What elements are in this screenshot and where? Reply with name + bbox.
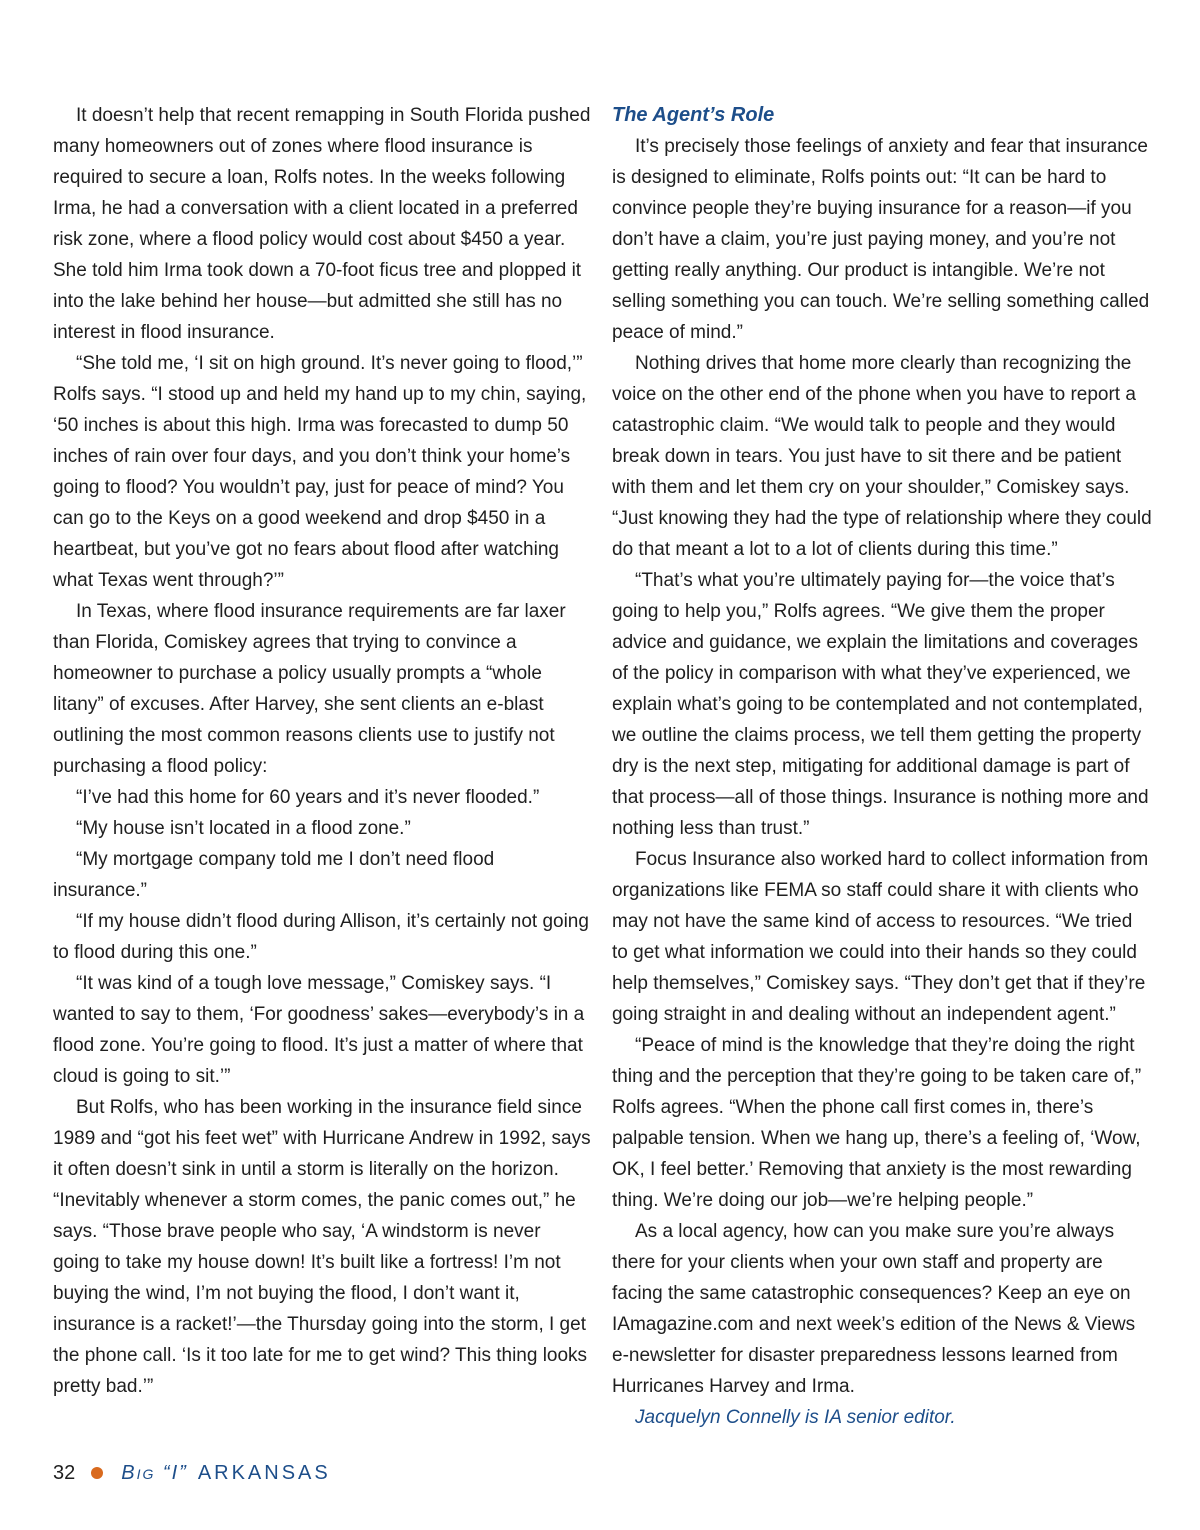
body-paragraph: “Peace of mind is the knowledge that they’re doing the right thing and the perception that they’re going to be taken care of,” Rolfs agrees. “When the phone call first comes in, there’s palpable tension. When we hang up, there’s a feeling of, ‘Wow, OK, I feel better.’ Removing that anxiety is the most rewarding thing. We’re doing our job—we’re helping people.”	[612, 1035, 1142, 1211]
magazine-state: ARKANSAS	[197, 1461, 331, 1484]
quote-excuse: “My house isn’t located in a flood zone.”	[76, 818, 411, 839]
page-footer	[53, 1458, 331, 1488]
body-paragraph: “She told me, ‘I sit on high ground. It’s never going to flood,’” Rolfs says. “I stood up and held my hand up to my chin, saying, ‘50 inches is about this high. Irma was forecasted to dump 50 inches of rain over four days, and you don’t think your home’s going to flood? You wouldn’t pay, just for peace of mind? You can go to the Keys on a good weekend and drop $450 in a heartbeat, but you’ve got no fears about flood after watching what Texas went through?’”	[53, 353, 587, 591]
body-paragraph: But Rolfs, who has been working in the insurance field since 1989 and “got his feet wet” with Hurricane Andrew in 1992, says it often doesn’t sink in until a storm is literally on the horizon. “Inevitably whenever a storm comes, the panic comes out,” he says. “Those brave people who say, ‘A windstorm is never going to take my house down! It’s built like a fortress! I’m not buying the wind, I’m not buying the flood, I don’t want it, insurance is a racket!’—the Thursday going into the storm, I get the phone call. ‘Is it too late for me to get wind? This thing looks pretty bad.’”	[53, 1097, 591, 1397]
body-paragraph: As a local agency, how can you make sure you’re always there for your clients when your own staff and property are facing the same catastrophic consequences? Keep an eye on IAmagazine.com and next week’s edition of the News & Views e-newsletter for disaster preparedness lessons learned from Hurricanes Harvey and Irma.	[612, 1221, 1136, 1397]
quote-excuse: “If my house didn’t flood during Allison, it’s certainly not going to flood during this one.”	[53, 911, 589, 963]
right-column	[612, 100, 1152, 1433]
section-heading: The Agent’s Role	[612, 104, 775, 126]
magazine-prefix: Big “I”	[121, 1461, 188, 1484]
body-paragraph: It’s precisely those feelings of anxiety and fear that insurance is designed to eliminate, Rolfs points out: “It can be hard to convince people they’re buying insurance for a reason—if you don’t have a claim, you’re just paying money, and you’re not getting really anything. Our product is intangible. We’re not selling something you can touch. We’re selling something called peace of mind.”	[612, 136, 1150, 343]
quote-excuse: “I’ve had this home for 60 years and it’s never flooded.”	[76, 787, 540, 808]
left-column	[53, 100, 591, 1402]
body-paragraph: In Texas, where flood insurance requirements are far laxer than Florida, Comiskey agrees that trying to convince a homeowner to purchase a policy usually prompts a “whole litany” of excuses. After Harvey, she sent clients an e-blast outlining the most common reasons clients use to justify not purchasing a flood policy:	[53, 601, 566, 777]
body-paragraph: “It was kind of a tough love message,” Comiskey says. “I wanted to say to them, ‘For goodness’ sakes—everybody’s in a flood zone. You’re going to flood. It’s just a matter of where that cloud is going to sit.’”	[53, 973, 585, 1087]
body-paragraph: It doesn’t help that recent remapping in South Florida pushed many homeowners out of zones where flood insurance is required to secure a loan, Rolfs notes. In the weeks following Irma, he had a conversation with a client located in a preferred risk zone, where a flood policy would cost about $450 a year. She told him Irma took down a 70-foot ficus tree and plopped it into the lake behind her house—but admitted she still has no interest in flood insurance.	[53, 105, 591, 343]
body-paragraph: “That’s what you’re ultimately paying for—the voice that’s going to help you,” Rolfs agrees. “We give them the proper advice and guidance, we explain the limitations and coverages of the policy in comparison with what they’ve experienced, we explain what’s going to be contemplated and not contemplated, we outline the claims process, we tell them getting the property dry is the next step, mitigating for additional damage is part of that process—all of those things. Insurance is nothing more and nothing less than trust.”	[612, 570, 1149, 839]
circle-bullet-icon	[91, 1467, 103, 1479]
body-paragraph: Focus Insurance also worked hard to collect information from organizations like FEMA so staff could share it with clients who may not have the same kind of access to resources. “We tried to get what information we could into their hands so they could help themselves,” Comiskey says. “They don’t get that if they’re going straight in and dealing without an independent agent.”	[612, 849, 1149, 1025]
quote-excuse: “My mortgage company told me I don’t need flood insurance.”	[53, 849, 495, 901]
page-number: 32	[53, 1461, 76, 1484]
magazine-name	[121, 1462, 331, 1485]
body-paragraph: Nothing drives that home more clearly than recognizing the voice on the other end of the phone when you have to report a catastrophic claim. “We would talk to people and they would break down in tears. You just have to sit there and be patient with them and let them cry on your shoulder,” Comiskey says. “Just knowing they had the type of relationship where they could do that meant a lot to a lot of clients during this time.”	[612, 353, 1152, 560]
author-byline: Jacquelyn Connelly is IA senior editor.	[635, 1407, 956, 1428]
